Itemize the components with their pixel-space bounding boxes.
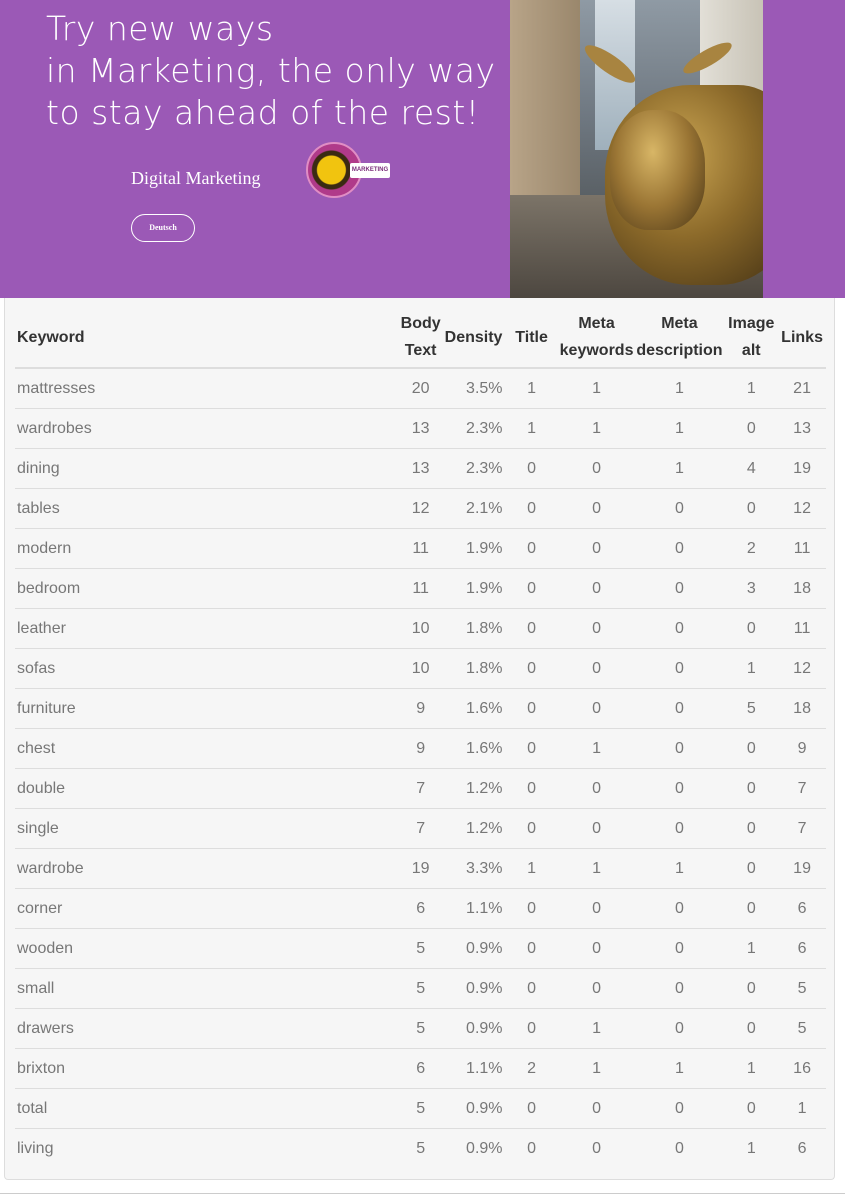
image-alt-cell: 1	[724, 1129, 778, 1169]
keyword-cell: bedroom	[15, 569, 399, 609]
table-row	[15, 1049, 826, 1089]
banner-edge	[763, 0, 845, 298]
image-alt-cell: 2	[724, 529, 778, 569]
meta-description-cell: 0	[634, 609, 724, 649]
density-cell: 3.5%	[466, 379, 503, 397]
brand-text: Digital Marketing	[131, 168, 261, 188]
col-meta-description-header: Meta description	[634, 307, 724, 368]
meta-description-cell: 0	[634, 569, 724, 609]
title-cell: 0	[505, 1009, 559, 1049]
table-row	[15, 969, 826, 1009]
image-alt-cell: 0	[724, 969, 778, 1009]
table-row	[15, 409, 826, 449]
density-cell: 2.3%	[443, 449, 505, 489]
meta-description-cell: 1	[634, 849, 724, 889]
density-cell: 1.1%	[443, 1049, 505, 1089]
meta-keywords-cell: 0	[559, 649, 635, 689]
meta-keywords-cell: 0	[559, 929, 635, 969]
keyword-cell: leather	[15, 609, 399, 649]
body-text-cell: 5	[399, 969, 443, 1009]
meta-keywords-cell: 1	[592, 379, 602, 397]
keyword-cell: wardrobe	[15, 849, 399, 889]
keyword-cell: double	[15, 769, 399, 809]
meta-keywords-cell: 0	[559, 569, 635, 609]
table-row	[15, 889, 826, 929]
body-text-cell: 6	[399, 889, 443, 929]
col-meta-keywords-header: Meta keywords	[559, 307, 635, 368]
title-cell: 0	[505, 1129, 559, 1169]
meta-description-cell: 0	[634, 1009, 724, 1049]
image-alt-cell: 0	[724, 489, 778, 529]
footer-divider	[0, 1193, 845, 1194]
meta-keywords-cell: 0	[559, 529, 635, 569]
body-text-cell: 19	[399, 849, 443, 889]
title-cell: 0	[505, 609, 559, 649]
table-header-row	[15, 307, 826, 368]
table-row	[15, 609, 826, 649]
image-alt-cell: 1	[724, 929, 778, 969]
density-cell: 2.3%	[443, 409, 505, 449]
density-cell: 1.8%	[443, 609, 505, 649]
links-cell: 13	[778, 409, 826, 449]
meta-keywords-cell: 0	[559, 809, 635, 849]
meta-keywords-cell: 0	[559, 689, 635, 729]
title-cell: 0	[505, 649, 559, 689]
meta-keywords-cell: 0	[559, 1089, 635, 1129]
density-cell: 0.9%	[443, 969, 505, 1009]
keyword-cell: living	[15, 1129, 399, 1169]
image-alt-cell: 1	[724, 1049, 778, 1089]
density-cell: 1.2%	[443, 809, 505, 849]
meta-keywords-cell: 1	[559, 1009, 635, 1049]
body-text-cell: 9	[399, 729, 443, 769]
keyword-density-table	[15, 307, 826, 1168]
meta-keywords-cell: 0	[559, 769, 635, 809]
meta-keywords-cell: 1	[559, 409, 635, 449]
body-text-cell: 11	[399, 569, 443, 609]
col-image-alt-header: Image alt	[724, 307, 778, 368]
col-title-header: Title	[505, 307, 559, 368]
keyword-cell: sofas	[15, 649, 399, 689]
links-cell: 19	[778, 849, 826, 889]
col-keyword-header: Keyword	[15, 307, 399, 368]
image-alt-cell: 0	[724, 409, 778, 449]
image-alt-cell: 1	[724, 649, 778, 689]
table-row	[15, 849, 826, 889]
keyword-cell: mattresses	[17, 379, 96, 397]
body-text-cell: 13	[399, 449, 443, 489]
density-cell: 0.9%	[443, 929, 505, 969]
image-alt-cell: 0	[724, 849, 778, 889]
meta-description-cell: 0	[634, 649, 724, 689]
title-cell: 0	[505, 809, 559, 849]
body-text-cell: 5	[399, 1009, 443, 1049]
keyword-cell: small	[15, 969, 399, 1009]
keyword-cell: wooden	[15, 929, 399, 969]
links-cell: 6	[778, 929, 826, 969]
title-cell: 0	[505, 769, 559, 809]
density-cell: 2.1%	[443, 489, 505, 529]
keyword-cell: tables	[15, 489, 399, 529]
links-cell: 18	[778, 569, 826, 609]
title-cell: 0	[505, 889, 559, 929]
links-cell: 5	[778, 1009, 826, 1049]
title-cell: 0	[505, 969, 559, 1009]
meta-keywords-cell: 0	[559, 489, 635, 529]
title-cell: 0	[505, 929, 559, 969]
promo-banner[interactable]	[0, 0, 845, 298]
links-cell: 12	[778, 489, 826, 529]
density-cell: 1.6%	[443, 729, 505, 769]
title-cell: 0	[505, 689, 559, 729]
density-cell: 0.9%	[443, 1089, 505, 1129]
density-cell: 1.9%	[443, 529, 505, 569]
keyword-cell: wardrobes	[15, 409, 399, 449]
body-text-cell: 10	[399, 609, 443, 649]
links-cell: 7	[778, 809, 826, 849]
meta-keywords-cell: 0	[559, 889, 635, 929]
density-cell: 0.9%	[443, 1129, 505, 1169]
title-cell: 0	[505, 529, 559, 569]
charging-bull-photo	[510, 0, 763, 298]
keyword-cell: brixton	[15, 1049, 399, 1089]
meta-description-cell: 1	[634, 1049, 724, 1089]
body-text-cell: 9	[399, 689, 443, 729]
meta-description-cell: 0	[634, 689, 724, 729]
banner-headline	[46, 8, 506, 134]
links-cell: 7	[778, 769, 826, 809]
image-alt-cell: 0	[724, 609, 778, 649]
image-alt-cell: 5	[724, 689, 778, 729]
keyword-table-card	[4, 298, 835, 1180]
density-cell: 0.9%	[443, 1009, 505, 1049]
meta-description-cell: 0	[634, 1129, 724, 1169]
links-cell: 16	[778, 1049, 826, 1089]
table-row	[15, 809, 826, 849]
density-cell: 1.6%	[443, 689, 505, 729]
title-cell: 0	[505, 569, 559, 609]
meta-description-cell: 0	[634, 1089, 724, 1129]
image-alt-cell: 4	[724, 449, 778, 489]
image-alt-cell: 0	[724, 889, 778, 929]
density-cell: 1.1%	[443, 889, 505, 929]
col-density-header: Density	[443, 307, 505, 368]
keyword-cell: total	[15, 1089, 399, 1129]
body-text-cell: 12	[399, 489, 443, 529]
table-row	[15, 1009, 826, 1049]
density-cell: 1.8%	[443, 649, 505, 689]
meta-description-cell: 0	[634, 729, 724, 769]
body-text-cell: 10	[399, 649, 443, 689]
headline-line: to stay ahead of the rest!	[46, 93, 480, 132]
links-cell: 19	[778, 449, 826, 489]
meta-description-cell: 0	[634, 889, 724, 929]
meta-description-cell: 0	[634, 969, 724, 1009]
density-cell: 1.2%	[443, 769, 505, 809]
keyword-cell: drawers	[15, 1009, 399, 1049]
links-cell: 6	[778, 889, 826, 929]
links-cell: 18	[778, 689, 826, 729]
density-cell: 1.9%	[443, 569, 505, 609]
meta-keywords-cell: 0	[559, 1129, 635, 1169]
image-alt-cell: 0	[724, 809, 778, 849]
keyword-table-body	[15, 368, 826, 1168]
meta-description-cell: 0	[634, 929, 724, 969]
body-text-cell: 7	[399, 809, 443, 849]
table-row	[15, 529, 826, 569]
meta-description-cell: 1	[634, 449, 724, 489]
image-alt-cell: 1	[746, 379, 756, 397]
meta-keywords-cell: 1	[559, 729, 635, 769]
links-cell: 21	[793, 379, 811, 397]
table-row	[15, 489, 826, 529]
image-alt-cell: 0	[724, 729, 778, 769]
table-row	[15, 729, 826, 769]
headline-line: in Marketing, the only way	[46, 51, 496, 90]
keyword-cell: furniture	[15, 689, 399, 729]
body-text-cell: 20	[411, 379, 430, 397]
title-cell: 0	[505, 1089, 559, 1129]
title-cell: 1	[505, 849, 559, 889]
meta-keywords-cell: 0	[559, 969, 635, 1009]
title-cell: 0	[505, 449, 559, 489]
title-cell: 0	[505, 489, 559, 529]
keyword-cell: corner	[15, 889, 399, 929]
title-cell: 2	[505, 1049, 559, 1089]
body-text-cell: 13	[399, 409, 443, 449]
table-row	[15, 769, 826, 809]
body-text-cell: 5	[399, 1129, 443, 1169]
image-alt-cell: 0	[724, 769, 778, 809]
meta-description-cell: 0	[634, 489, 724, 529]
title-cell: 1	[527, 379, 537, 397]
meta-keywords-cell: 1	[559, 849, 635, 889]
meta-description-cell: 1	[634, 409, 724, 449]
table-row	[15, 649, 826, 689]
meta-description-cell: 0	[634, 529, 724, 569]
meta-description-cell: 0	[634, 769, 724, 809]
title-cell: 1	[505, 409, 559, 449]
meta-keywords-cell: 0	[559, 609, 635, 649]
body-text-cell: 6	[399, 1049, 443, 1089]
links-cell: 9	[778, 729, 826, 769]
language-button[interactable]: Deutsch	[131, 214, 195, 242]
body-text-cell: 7	[399, 769, 443, 809]
links-cell: 11	[778, 529, 826, 569]
table-row	[15, 1089, 826, 1129]
meta-description-cell: 0	[634, 809, 724, 849]
links-cell: 5	[778, 969, 826, 1009]
image-alt-cell: 0	[724, 1009, 778, 1049]
table-row	[15, 689, 826, 729]
col-links-header: Links	[778, 307, 826, 368]
headline-line: Try new ways	[46, 9, 274, 48]
meta-keywords-cell: 1	[559, 1049, 635, 1089]
title-cell: 0	[505, 729, 559, 769]
keyword-cell: single	[15, 809, 399, 849]
links-cell: 1	[778, 1089, 826, 1129]
keyword-cell: dining	[15, 449, 399, 489]
image-alt-cell: 0	[724, 1089, 778, 1129]
table-row	[15, 929, 826, 969]
table-row	[15, 368, 826, 409]
keyword-cell: chest	[15, 729, 399, 769]
table-row	[15, 449, 826, 489]
meta-keywords-cell: 0	[559, 449, 635, 489]
links-cell: 11	[778, 609, 826, 649]
links-cell: 6	[778, 1129, 826, 1169]
keyword-cell: modern	[15, 529, 399, 569]
image-alt-cell: 3	[724, 569, 778, 609]
links-cell: 12	[778, 649, 826, 689]
table-row	[15, 569, 826, 609]
table-row	[15, 1129, 826, 1169]
meta-description-cell: 1	[674, 379, 684, 397]
logo-tag: MARKETING	[350, 163, 390, 178]
body-text-cell: 5	[399, 929, 443, 969]
density-cell: 3.3%	[443, 849, 505, 889]
body-text-cell: 5	[399, 1089, 443, 1129]
col-body-text-header: Body Text	[399, 307, 443, 368]
body-text-cell: 11	[399, 529, 443, 569]
